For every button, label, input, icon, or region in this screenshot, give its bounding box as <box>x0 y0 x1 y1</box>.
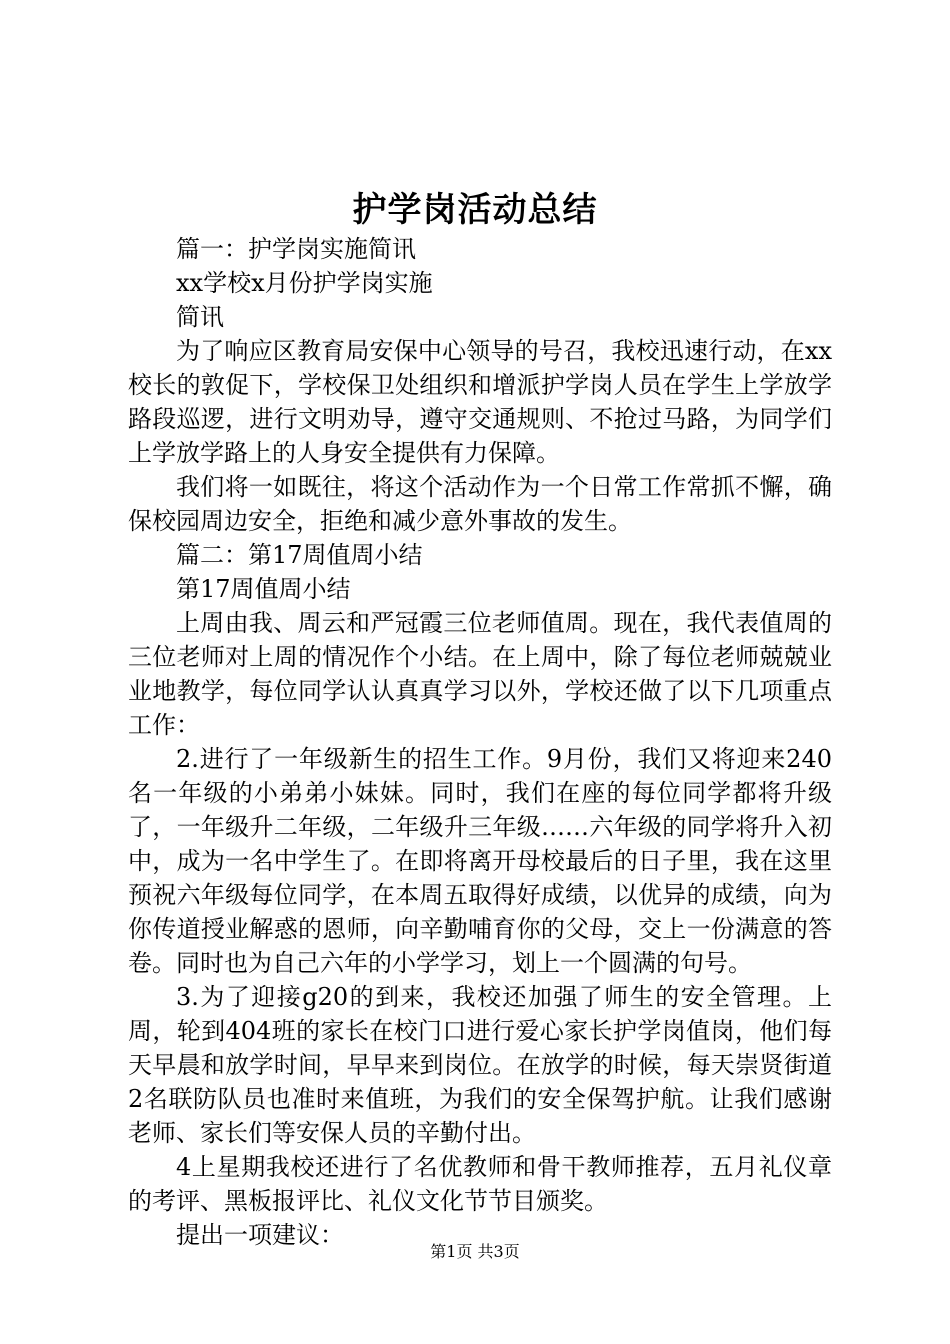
page-number-footer: 第1页 共3页 <box>430 1242 520 1261</box>
body-paragraph: 4上星期我校还进行了名优教师和骨干教师推荐，五月礼仪章的考评、黑板报评比、礼仪文化节节目颁奖。 <box>128 1153 832 1215</box>
subheading-line-3: 第17周值周小结 <box>176 575 351 603</box>
page-title: 护学岗活动总结 <box>352 190 598 230</box>
document-body <box>128 232 832 1252</box>
body-paragraph: 提出一项建议： <box>176 1221 344 1249</box>
subheading-line-1: xx学校x月份护学岗实施 <box>176 269 433 297</box>
body-paragraph: 3.为了迎接g20的到来，我校还加强了师生的安全管理。上周，轮到404班的家长在校门口进行爱心家长护学岗值岗，他们每天早晨和放学时间，早早来到岗位。在放学的时候，每天崇贤街道2名联防队员也准时来值班，为我们的安全保驾护航。让我们感谢老师、家长们等安保人员的辛勤付出。 <box>128 983 832 1147</box>
subheading-line-2: 简讯 <box>176 303 224 331</box>
section-heading-2: 篇二：第17周值周小结 <box>176 541 423 569</box>
body-paragraph: 为了响应区教育局安保中心领导的号召，我校迅速行动，在xx校长的敦促下，学校保卫处组织和增派护学岗人员在学生上学放学路段巡逻，进行文明劝导，遵守交通规则、不抢过马路，为同学们上学放学路上的人身安全提供有力保障。 <box>128 337 832 467</box>
body-paragraph: 2.进行了一年级新生的招生工作。9月份，我们又将迎来240名一年级的小弟弟小妹妹。同时，我们在座的每位同学都将升级了，一年级升二年级，二年级升三年级……六年级的同学将升入初中，成为一名中学生了。在即将离开母校最后的日子里，我在这里预祝六年级每位同学，在本周五取得好成绩，以优异的成绩，向为你传道授业解惑的恩师，向辛勤哺育你的父母，交上一份满意的答卷。同时也为自己六年的小学学习，划上一个圆满的句号。 <box>128 745 832 977</box>
body-paragraph: 我们将一如既往，将这个活动作为一个日常工作常抓不懈，确保校园周边安全，拒绝和减少意外事故的发生。 <box>128 473 832 535</box>
section-heading-1: 篇一：护学岗实施简讯 <box>176 235 416 263</box>
body-paragraph: 上周由我、周云和严冠霞三位老师值周。现在，我代表值周的三位老师对上周的情况作个小结。在上周中，除了每位老师兢兢业业地教学，每位同学认认真真学习以外，学校还做了以下几项重点工作： <box>128 609 832 739</box>
